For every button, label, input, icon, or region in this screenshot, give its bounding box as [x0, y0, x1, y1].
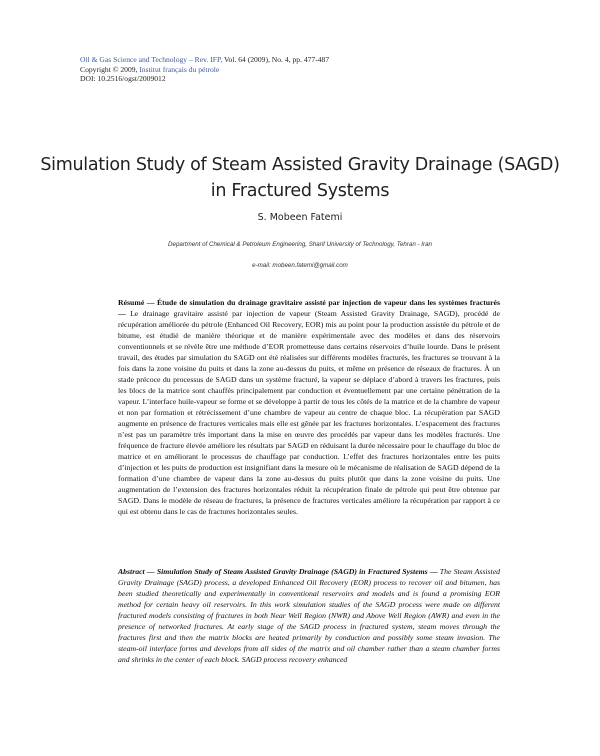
- author-affiliation: Department of Chemical & Petroleum Engineering, Sharif University of Technology, Tehran - Iran: [168, 241, 432, 248]
- author-name: S. Mobeen Fatemi: [257, 212, 343, 223]
- author-email: e-mail: mobeen.fatemi@gmail.com: [252, 262, 348, 269]
- journal-link[interactable]: Oil & Gas Science and Technology – Rev. IFP,: [80, 55, 223, 64]
- copyright-prefix: Copyright © 2009,: [80, 64, 140, 74]
- resume-paragraph: [118, 297, 500, 517]
- resume-heading: Résumé — Étude de simulation du drainage gravitaire assisté par injection de vapeur dans les systèmes fracturés —: [118, 298, 500, 318]
- journal-header: [80, 55, 540, 84]
- paper-title: Simulation Study of Steam Assisted Gravity Drainage (SAGD) in Fractured Systems: [40, 155, 560, 201]
- abstract-text: The Steam Assisted Gravity Drainage (SAGD) process, a developed Enhanced Oil Recovery (EOR) process to recover oil and bitumen, has been studied theoretically and experimentally in conventional reservoirs and models and is found a promising EOR method for certain heavy oil reservoirs. In this work simulation studies of the SAGD process were made on different fractured models consisting of fractures in both Near Well Region (NWR) and Above Well Region (AWR) and even in the presence of networked fractures. At early stage of the SAGD process in fractured system, steam moves through the fractures first and then the matrix blocks are heated primarily by conduction and possibly some steam invasion. The steam-oil interface forms and develops from all sides of the matrix and oil chamber rather than a steam chamber forms and shrinks in the center of each block. SAGD process recovery enhanced: [118, 567, 501, 664]
- abstract-paragraph: [118, 566, 500, 665]
- institute-link[interactable]: Institut français du pétrole: [139, 64, 220, 74]
- doi-line: DOI: 10.2516/ogst/2009012: [80, 74, 166, 84]
- abstract-heading: Abstract — Simulation Study of Steam Assisted Gravity Drainage (SAGD) in Fractured Systems —: [118, 567, 438, 576]
- copyright-line: [80, 65, 540, 75]
- volume-pages: Vol. 64 (2009), No. 4, pp. 477-487: [222, 55, 330, 64]
- journal-citation-line: [80, 55, 540, 65]
- resume-text: Le drainage gravitaire assisté par injection de vapeur (Steam Assisted Gravity Drainage, SAGD), procédé de récupération améliorée du pétrole (Enhanced Oil Recovery, EOR) mis au point pour la production assistée du pétrole et de bitume, est étudié de manière théorique et de manière expérimentale avec des modèles et dans des réservoirs conventionnels et se révèle être une méthode d’EOR prometteuse dans certains réservoirs d’huile lourde. Dans le présent travail, des études par simulation du SAGD ont été réalisées sur différents modèles fracturés, les fractures se trouvant à la fois dans la zone voisine du puits et dans la zone au-dessus du puits, et même en présence de réseaux de fractures. À un stade précoce du processus de SAGD dans un système fracturé, la vapeur se déplace d’abord à travers les fractures, puis les blocs de la matrice sont chauffés principalement par conduction et éventuellement par une certaine pénétration de la vapeur. L’interface huile-vapeur se forme et se développe à partir de tous les côtés de la matrice et de la chambre de vapeur et non par formation et rétrécissement d’une chambre de vapeur au centre de chaque bloc. La récupération par SAGD augmente en présence de fractures verticales mais elle est gênée par les fractures horizontales. L’espacement des fractures n’est pas un paramètre très important dans la mise en œuvre des procédés par vapeur dans les modèles fracturés. Une fréquence de fracture élevée améliore les résultats par SAGD en réduisant la durée nécessaire pour le chauffage du bloc de matrice et en améliorant le processus de chauffage par conduction. L’effet des fractures horizontales entre les puits d’injection et les puits de production est insignifiant dans la mesure où le mécanisme de réalisation de SAGD dépend de la formation d’une chambre de vapeur dans la zone au-dessus du puits plutôt que dans la zone voisine du puits. Une augmentation de l’extension des fractures horizontales réduit la récupération finale de pétrole qui peut être obtenue par SAGD. Dans le modèle de réseau de fractures, la présence de fractures verticales améliore la récupération par rapport à ce qui est obtenu dans le cas de fractures horizontales seules.: [118, 309, 500, 516]
